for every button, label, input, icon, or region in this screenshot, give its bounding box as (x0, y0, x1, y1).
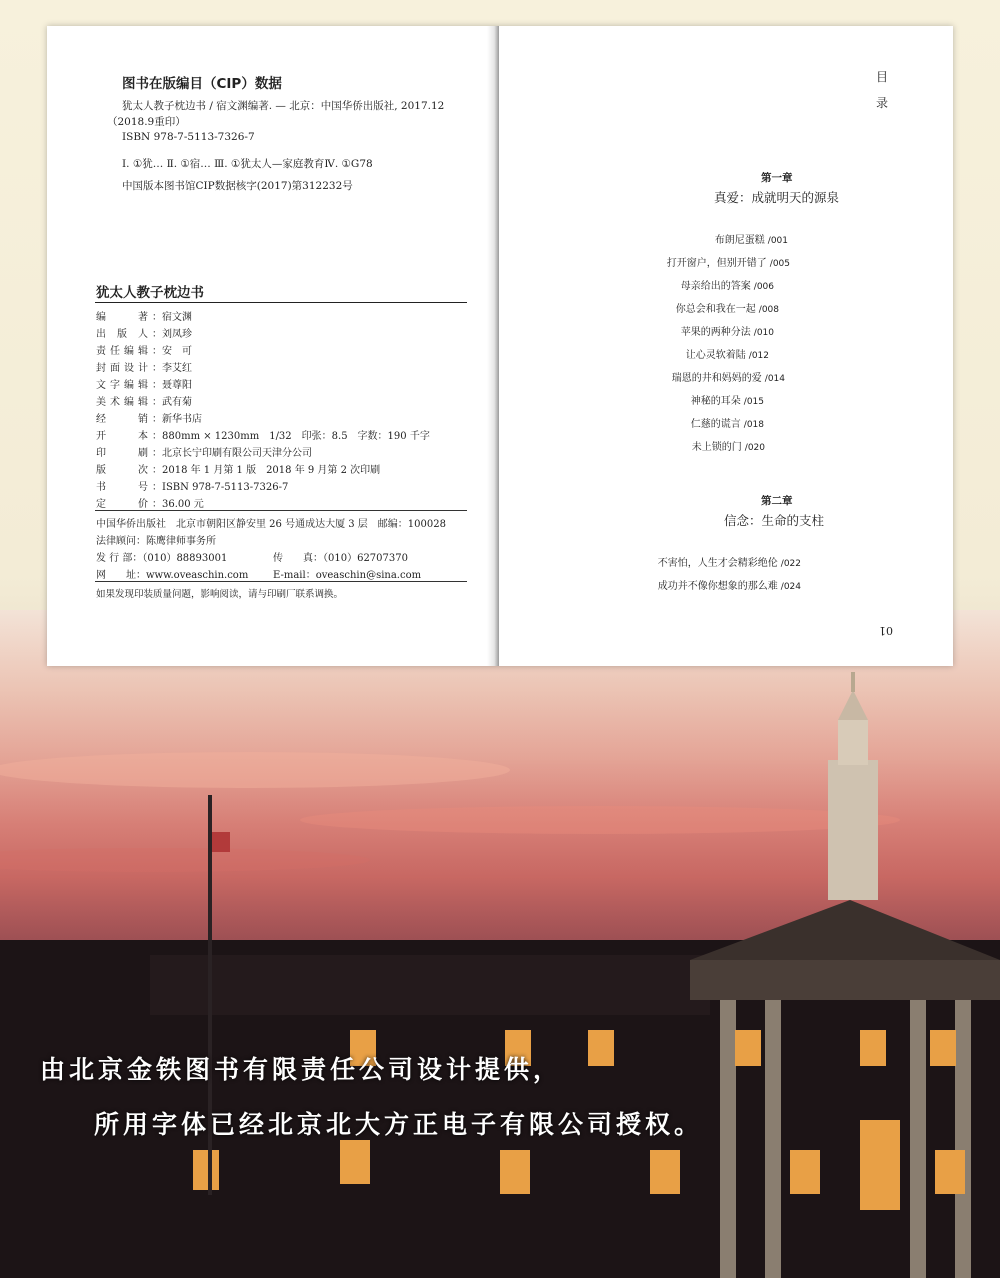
toc-item[interactable]: 你总会和我在一起 /008 (675, 304, 779, 315)
caption-line-1: 由北京金铁图书有限责任公司设计提供， (40, 1055, 563, 1084)
publisher-line: 中国华侨出版社 北京市朝阳区静安里 26 号通成达大厦 3 层 邮编：100028 (96, 519, 446, 530)
credit-row: 美术编辑 ：武有菊 (96, 397, 192, 408)
credit-row: 编 著 ：宿文渊 (96, 312, 192, 323)
cip-line-2: （2018.9重印） (107, 116, 186, 128)
contents-page (499, 26, 953, 666)
toc-item[interactable]: 打开窗户，但别开错了 /005 (666, 258, 790, 269)
toc-item[interactable]: 仁慈的谎言 /018 (690, 419, 764, 430)
credit-row: 经 销 ：新华书店 (96, 414, 202, 425)
cip-title: 图书在版编目（CIP）数据 (122, 76, 282, 92)
toc-item[interactable]: 母亲给出的答案 /006 (680, 281, 774, 292)
credit-row: 书 号 ：ISBN 978-7-5113-7326-7 (96, 482, 289, 493)
toc-item[interactable]: 瑞恩的井和妈妈的爱 /014 (671, 373, 785, 384)
fax-line: 传 真：（010）62707370 (273, 553, 408, 564)
toc-item[interactable]: 不害怕，人生才会精彩绝伦 /022 (657, 558, 801, 569)
credit-row: 开 本 ：880mm × 1230mm 1/32 印张：8.5 字数：190 千字 (96, 431, 430, 442)
chapter-1-title: 真爱：成就明天的源泉 (714, 190, 840, 205)
book-name: 犹太人教子枕边书 (96, 285, 204, 301)
cip-line-1: 犹太人教子枕边书 / 宿文渊编著. — 北京：中国华侨出版社, 2017.12 (122, 100, 445, 112)
quality-notice: 如果发现印装质量问题，影响阅读，请与印刷厂联系调换。 (96, 589, 344, 600)
credit-row: 封面设计 ：李艾红 (96, 363, 192, 374)
website-line: 网 址：www.oveaschin.com (96, 570, 249, 581)
copyright-page (47, 26, 497, 666)
cip-line-isbn: ISBN 978-7-5113-7326-7 (122, 131, 255, 143)
credit-row: 版 次 ：2018 年 1 月第 1 版 2018 年 9 月第 2 次印刷 (96, 465, 381, 476)
credit-row: 印 刷 ：北京长宁印刷有限公司天津分公司 (96, 448, 312, 459)
cip-line-classification: Ⅰ. ①犹… Ⅱ. ①宿… Ⅲ. ①犹太人—家庭教育Ⅳ. ①G78 (122, 158, 373, 170)
divider (95, 510, 467, 511)
chapter-1-number: 第一章 (761, 172, 793, 184)
credit-row: 文字编辑 ：聂尊阳 (96, 380, 192, 391)
chapter-2-title: 信念：生命的支柱 (724, 513, 825, 528)
open-book (47, 26, 953, 666)
toc-item[interactable]: 成功并不像你想象的那么难 /024 (657, 581, 801, 592)
divider (95, 581, 467, 582)
toc-item[interactable]: 布朗尼蛋糕 /001 (714, 235, 788, 246)
toc-title-1: 目 (876, 70, 889, 84)
toc-title-2: 录 (876, 96, 889, 110)
phone-line: 发 行 部：（010）88893001 (96, 553, 228, 564)
chapter-2-number: 第二章 (761, 495, 793, 507)
caption-line-2: 所用字体已经北京北大方正电子有限公司授权。 (94, 1110, 704, 1139)
credit-row: 出 版 人 ：刘凤珍 (96, 329, 192, 340)
page-number: 01 (879, 624, 893, 637)
divider (95, 302, 467, 303)
toc-item[interactable]: 未上锁的门 /020 (691, 442, 765, 453)
legal-counsel: 法律顾问：陈鹰律师事务所 (96, 536, 216, 547)
credit-row: 责任编辑 ：安 可 (96, 346, 192, 357)
background-photo (0, 610, 1000, 1278)
toc-item[interactable]: 让心灵软着陆 /012 (685, 350, 769, 361)
email-line: E-mail：oveaschin@sina.com (273, 570, 422, 581)
credit-row: 定 价 ：36.00 元 (96, 499, 204, 510)
cip-line-record: 中国版本图书馆CIP数据核字(2017)第312232号 (122, 180, 353, 192)
toc-item[interactable]: 苹果的两种分法 /010 (680, 327, 774, 338)
building-silhouette (0, 610, 1000, 1278)
toc-item[interactable]: 神秘的耳朵 /015 (690, 396, 764, 407)
